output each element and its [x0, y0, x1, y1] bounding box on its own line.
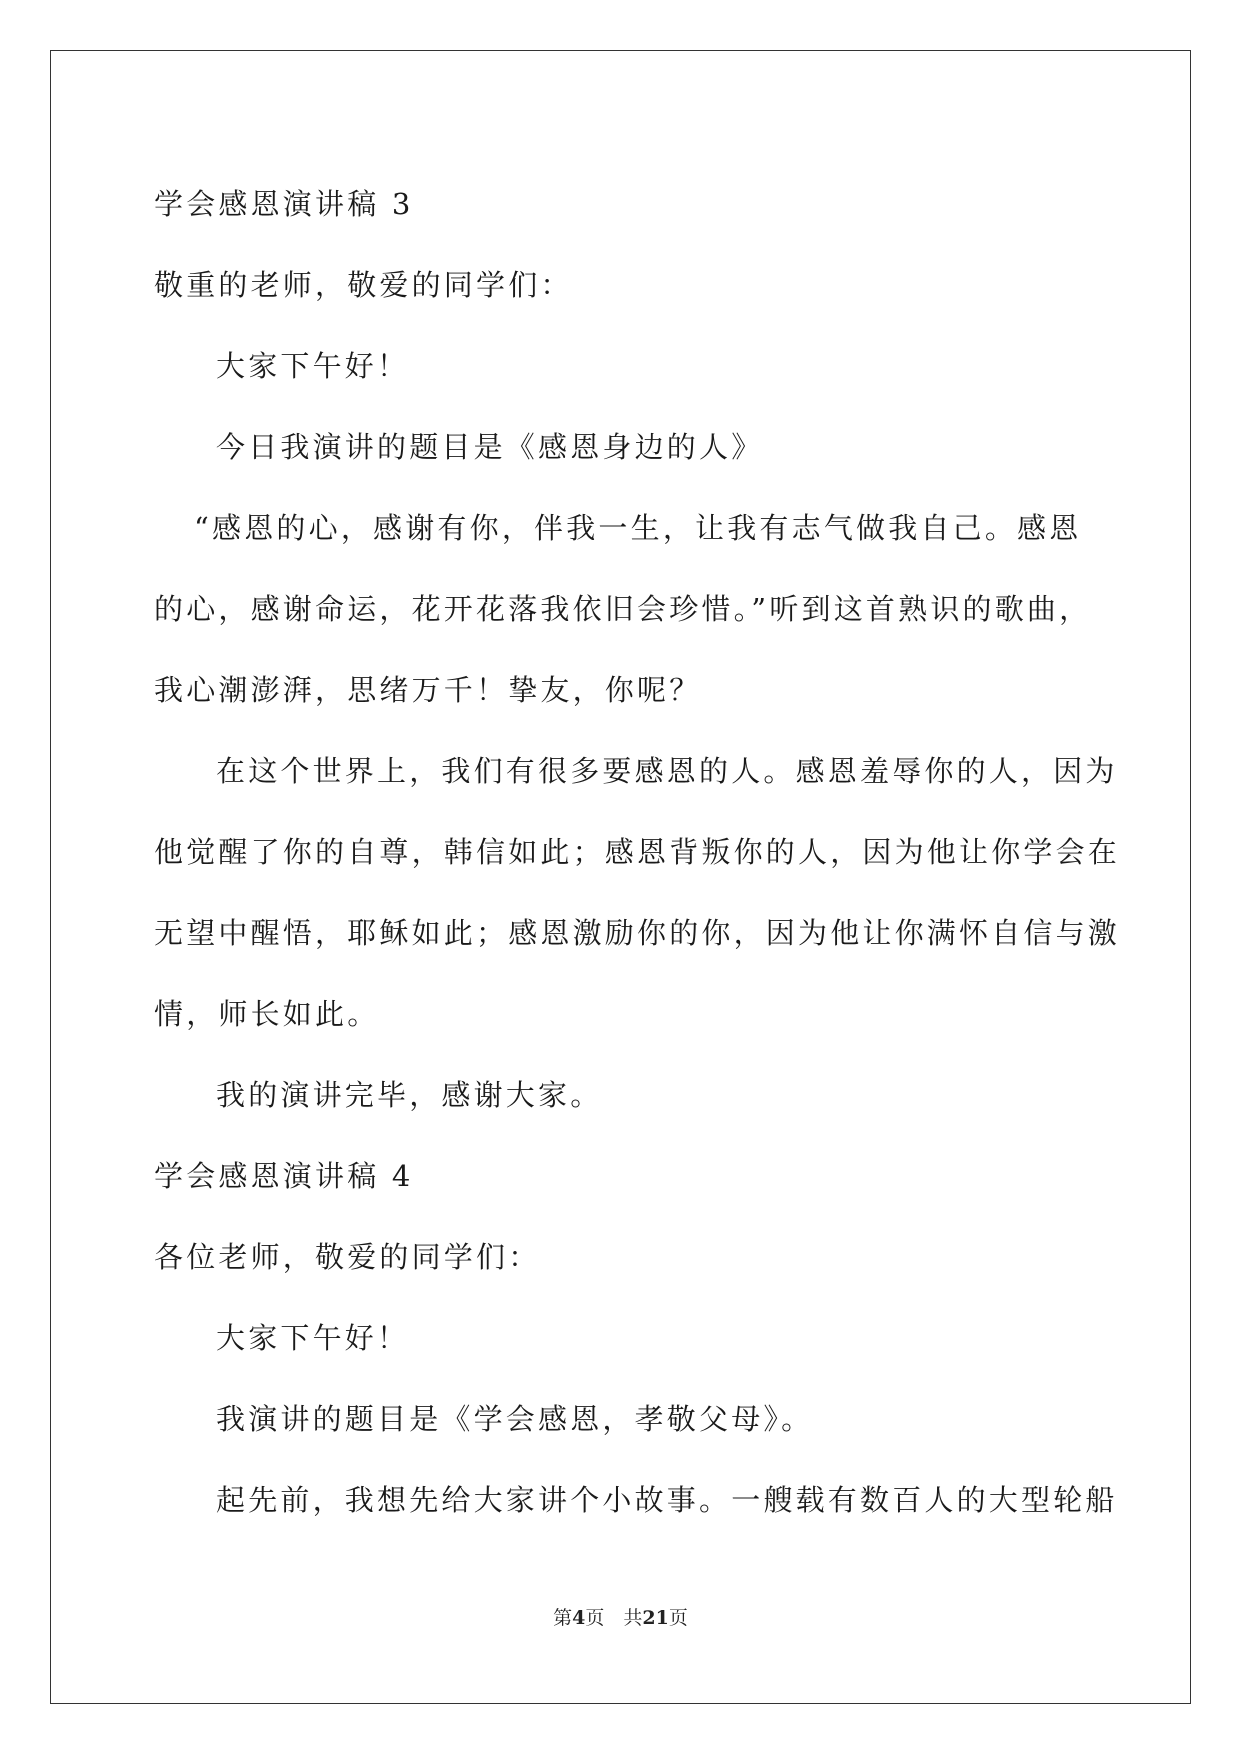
- greeting: 大家下午好！: [216, 349, 410, 383]
- speech-topic: 我演讲的题目是《学会感恩，孝敬父母》。: [216, 1402, 814, 1436]
- paragraph-line: 情，师长如此。: [154, 997, 380, 1031]
- total-pages-number: 21: [642, 1607, 669, 1629]
- section-title-4: 学会感恩演讲稿 4: [154, 1159, 414, 1193]
- paragraph-line: 起先前，我想先给大家讲个小故事。一艘载有数百人的大型轮船: [216, 1483, 1118, 1517]
- footer-suffix: 页: [668, 1607, 688, 1629]
- paragraph-line: “感恩的心，感谢有你，伴我一生，让我有志气做我自己。感恩: [194, 511, 1082, 545]
- paragraph-line: 的心，感谢命运，花开花落我依旧会珍惜。”听到这首熟识的歌曲，: [154, 592, 1092, 626]
- section-title-3: 学会感恩演讲稿 3: [154, 187, 414, 221]
- salutation: 各位老师，敬爱的同学们：: [154, 1240, 541, 1274]
- paragraph-line: 他觉醒了你的自尊，韩信如此；感恩背叛你的人，因为他让你学会在: [154, 835, 1121, 869]
- paragraph-line: 我心潮澎湃，思绪万千！挚友，你呢？: [154, 673, 702, 707]
- document-body: [154, 164, 1121, 1541]
- page-footer: [0, 1606, 1241, 1630]
- speech-topic: 今日我演讲的题目是《感恩身边的人》: [216, 430, 764, 464]
- current-page-number: 4: [572, 1607, 586, 1629]
- salutation: 敬重的老师，敬爱的同学们：: [154, 268, 573, 302]
- paragraph-line: 在这个世界上，我们有很多要感恩的人。感恩羞辱你的人，因为: [216, 754, 1118, 788]
- footer-mid: 页 共: [585, 1607, 643, 1629]
- footer-prefix: 第: [553, 1607, 573, 1629]
- paragraph-line: 无望中醒悟，耶稣如此；感恩激励你的你，因为他让你满怀自信与激: [154, 916, 1121, 950]
- greeting: 大家下午好！: [216, 1321, 410, 1355]
- closing-line: 我的演讲完毕，感谢大家。: [216, 1078, 603, 1112]
